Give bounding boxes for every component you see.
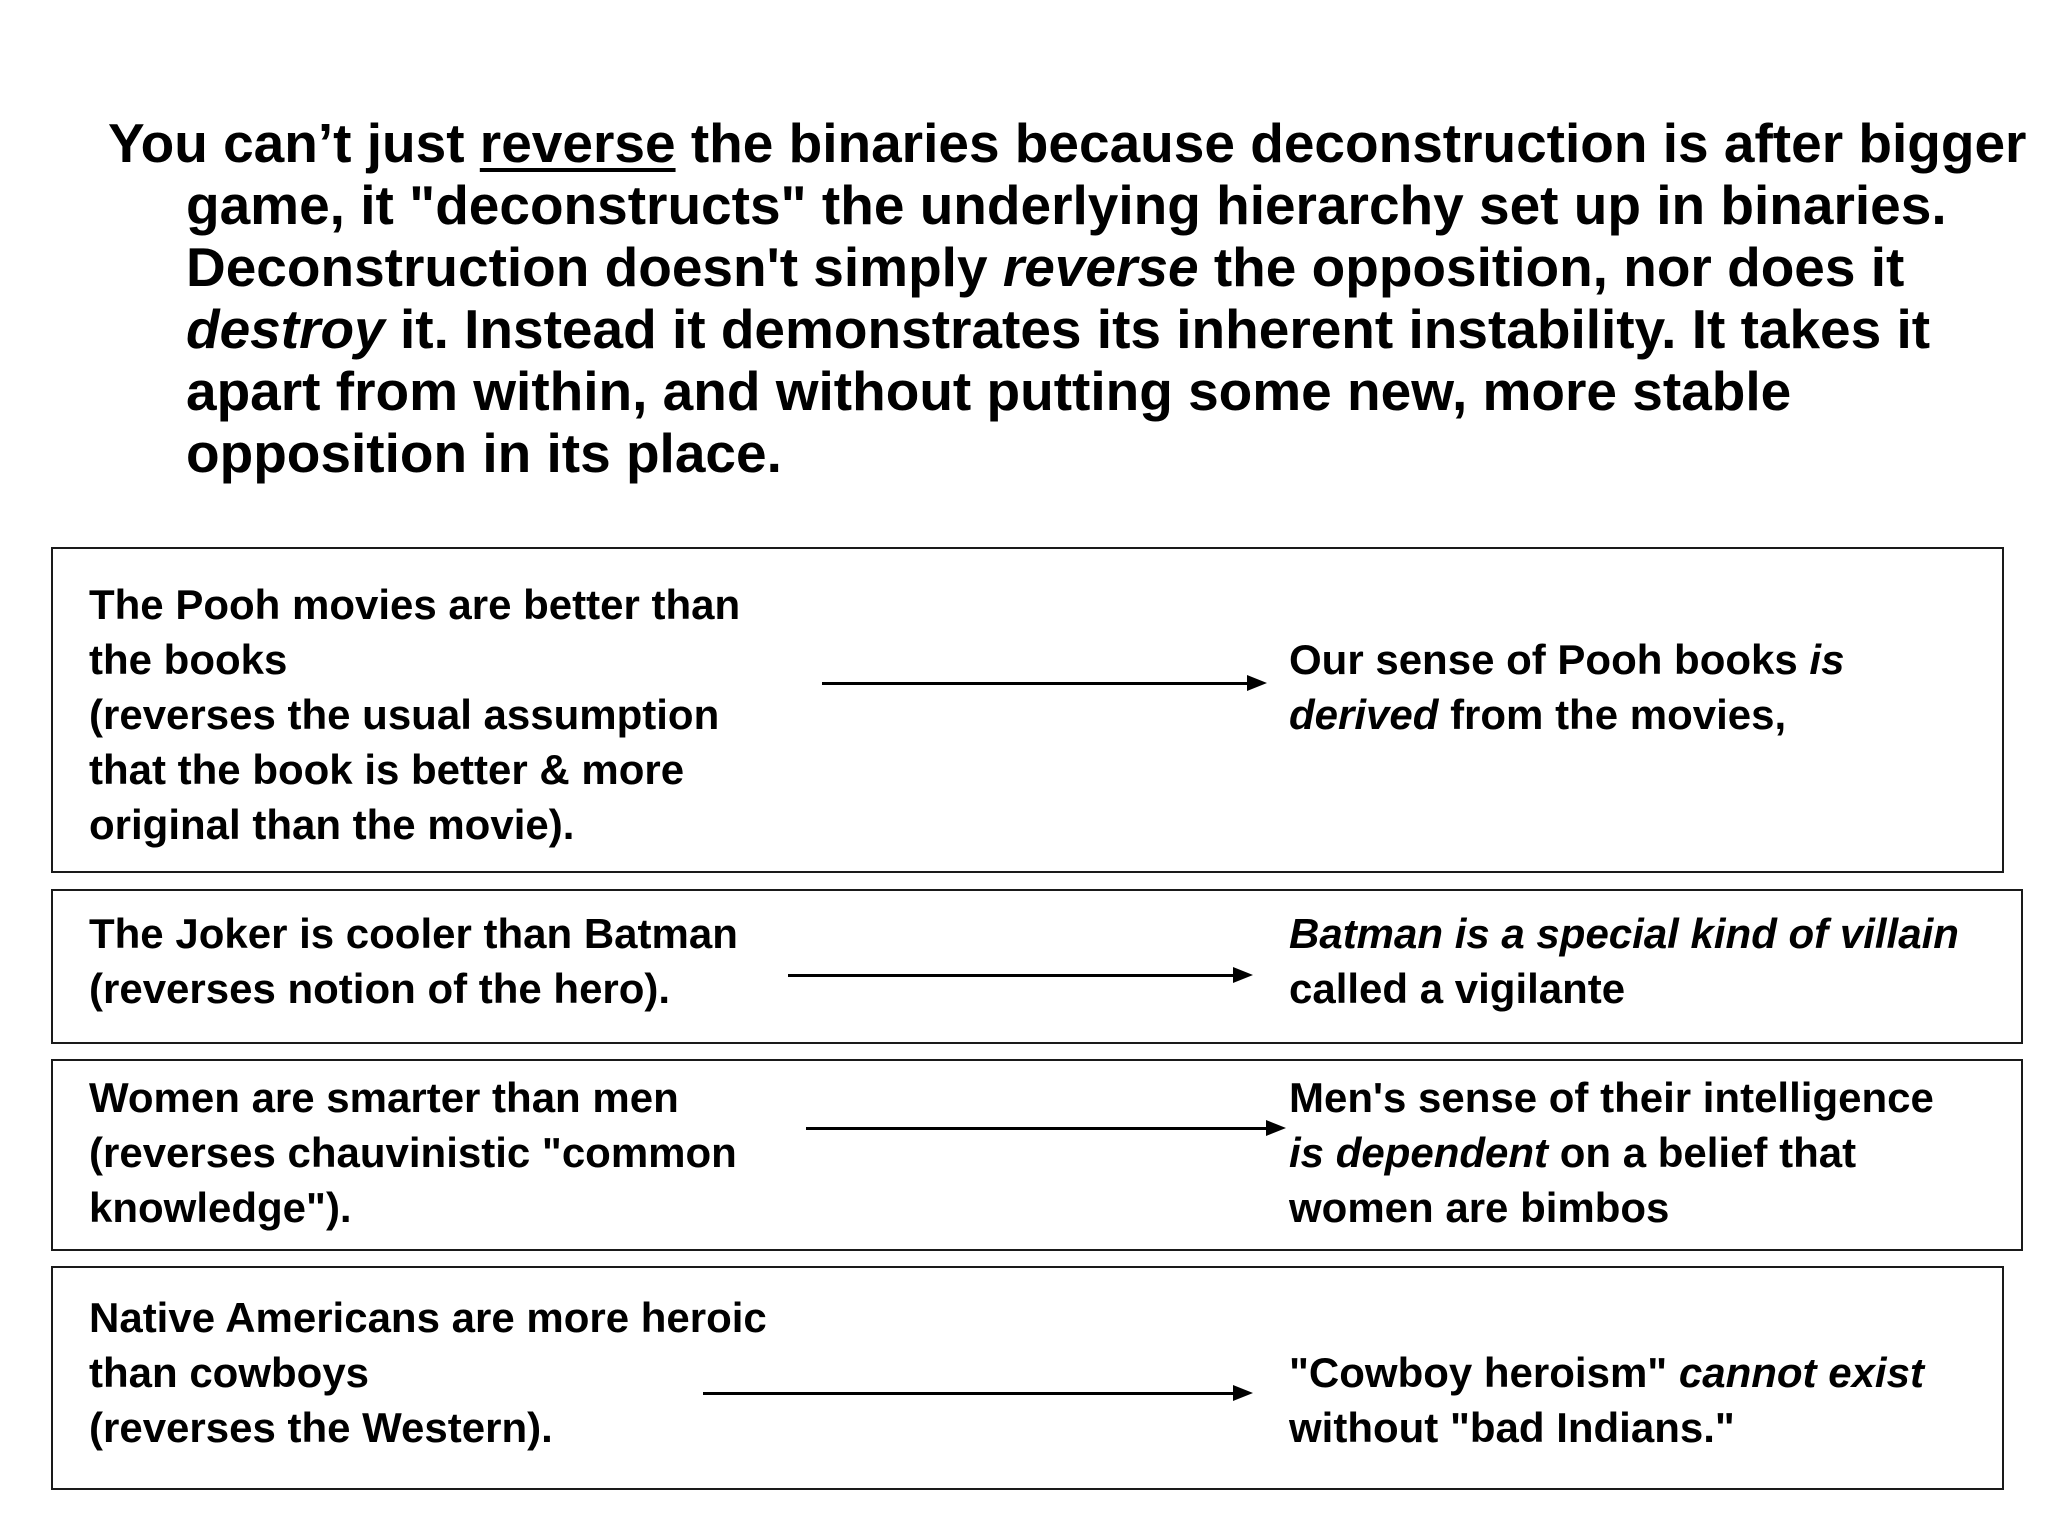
example-women-right bbox=[1289, 1070, 1934, 1235]
example-women-right-line: women are bimbos bbox=[1289, 1184, 1670, 1231]
example-joker-left-line: (reverses notion of the hero). bbox=[89, 965, 671, 1012]
example-women-left-line: knowledge"). bbox=[89, 1184, 352, 1231]
example-pooh-right-italic: derived bbox=[1289, 691, 1439, 738]
intro-text-3: the opposition, nor does it bbox=[1198, 236, 1905, 298]
example-women-left-line: Women are smarter than men bbox=[89, 1074, 679, 1121]
example-pooh-right-line bbox=[1289, 632, 1844, 687]
example-western-left bbox=[89, 1290, 767, 1455]
example-joker-left-line: The Joker is cooler than Batman bbox=[89, 910, 738, 957]
example-joker-right-line bbox=[1289, 906, 1959, 961]
example-pooh-right-line bbox=[1289, 687, 1844, 742]
example-joker-left bbox=[89, 906, 738, 1016]
example-joker-right-italic: Batman is a special kind of villain bbox=[1289, 910, 1959, 957]
intro-text-1: You can’t just bbox=[108, 112, 480, 174]
example-women-right-line bbox=[1289, 1125, 1934, 1180]
example-women-left-line: (reverses chauvinistic "common bbox=[89, 1129, 737, 1176]
example-pooh-left-line: the books bbox=[89, 636, 288, 683]
example-pooh-left-line: that the book is better & more bbox=[89, 746, 685, 793]
arrow-icon bbox=[788, 965, 1253, 985]
example-western-left-line: (reverses the Western). bbox=[89, 1404, 553, 1451]
example-joker-right bbox=[1289, 906, 1959, 1016]
example-pooh-left-line: (reverses the usual assumption bbox=[89, 691, 720, 738]
example-western-right-line bbox=[1289, 1345, 1924, 1400]
example-pooh-right bbox=[1289, 632, 1844, 742]
example-pooh-left bbox=[89, 577, 740, 852]
example-pooh-right-italic: is bbox=[1809, 636, 1845, 683]
example-women-right-italic: is dependent bbox=[1289, 1129, 1549, 1176]
example-western-right bbox=[1289, 1345, 1924, 1455]
intro-italic-destroy: destroy bbox=[186, 298, 385, 360]
example-western-left-line: than cowboys bbox=[89, 1349, 370, 1396]
arrow-icon bbox=[703, 1383, 1253, 1403]
example-women-right-line: Men's sense of their intelligence bbox=[1289, 1074, 1934, 1121]
intro-italic-reverse: reverse bbox=[1002, 236, 1199, 298]
example-pooh-left-line: The Pooh movies are better than bbox=[89, 581, 741, 628]
intro-underline-reverse: reverse bbox=[479, 112, 676, 174]
example-western-right-line: without "bad Indians." bbox=[1289, 1404, 1735, 1451]
example-western-left-line: Native Americans are more heroic bbox=[89, 1294, 767, 1341]
example-western-right-italic: cannot exist bbox=[1678, 1349, 1924, 1396]
arrow-icon bbox=[806, 1118, 1286, 1138]
example-joker-right-line: called a vigilante bbox=[1289, 965, 1626, 1012]
example-western-right-text: "Cowboy heroism" bbox=[1289, 1349, 1679, 1396]
intro-text-2: the binaries because deconstruction is after bigger game, it "deconstructs" the underlying hierarchy set up in binaries. Deconstruction doesn't simply bbox=[186, 112, 2027, 298]
example-pooh-left-line: original than the movie). bbox=[89, 801, 575, 848]
intro-paragraph bbox=[108, 112, 2046, 484]
example-women-right-text: on a belief that bbox=[1548, 1129, 1857, 1176]
example-pooh-right-text: Our sense of Pooh books bbox=[1289, 636, 1810, 683]
example-pooh-right-text: from the movies, bbox=[1438, 691, 1787, 738]
arrow-icon bbox=[822, 673, 1267, 693]
example-women-left bbox=[89, 1070, 737, 1235]
intro-text-4: it. Instead it demonstrates its inherent instability. It takes it apart from within, and without putting some new, more stable opposition in its place. bbox=[186, 298, 1931, 484]
